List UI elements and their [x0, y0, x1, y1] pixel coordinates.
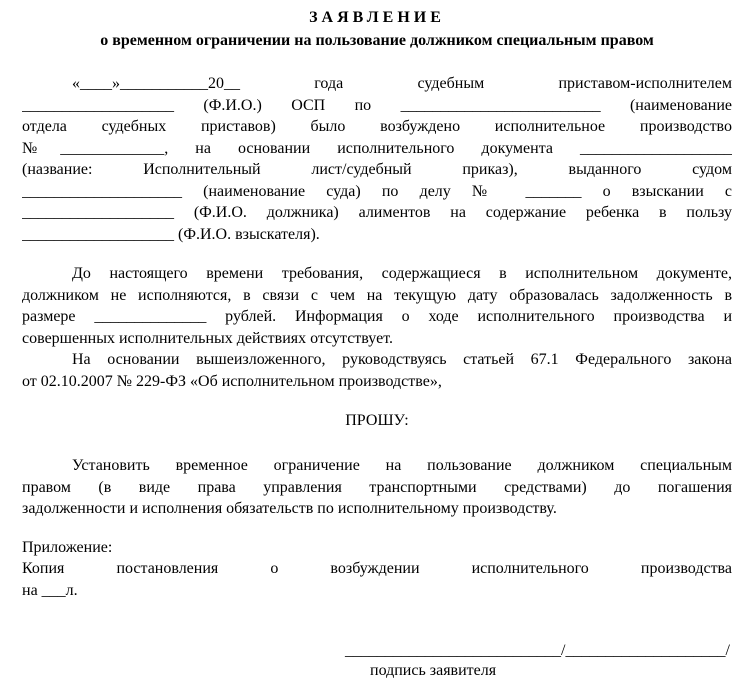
attachment-heading: Приложение: — [22, 539, 113, 556]
paragraph-line: ___________________ (Ф.И.О. взыскателя). — [22, 225, 320, 243]
paragraph-line: До настоящего времени требования, содержащиеся в исполнительном документе, — [72, 265, 732, 282]
request-heading: ПРОШУ: — [345, 412, 409, 429]
paragraph-debt — [22, 263, 732, 349]
paragraph-line: задолженности и исполнения обязательств по исполнительному производству. — [22, 500, 557, 517]
attachment-section — [22, 558, 732, 601]
paragraph-line: «____»___________20__ года судебным приставом-исполнителем — [72, 75, 732, 92]
paragraph-line: Установить временное ограничение на пользование должником специальным — [72, 457, 732, 474]
document-title: ЗАЯВЛЕНИЕ — [309, 9, 445, 26]
paragraph-line: совершенных исполнительных действиях отсутствует. — [22, 329, 393, 347]
paragraph-line: ___________________ (Ф.И.О.) ОСП по _________________________ (наименование — [22, 96, 732, 114]
signature-label: подпись заявителя — [370, 662, 497, 679]
paragraph-line: №_____________, на основании исполнительного документа ___________________ — [22, 139, 732, 157]
paragraph-line: от 02.10.2007 № 229-ФЗ «Об исполнительном производстве», — [22, 372, 442, 390]
attachment-line: Копия постановления о возбуждении исполнительного производства — [22, 560, 732, 577]
paragraph-request — [22, 455, 732, 520]
paragraph-case-details — [22, 73, 732, 245]
paragraph-legal-basis — [22, 349, 732, 392]
attachment-line: на ___л. — [22, 581, 78, 599]
paragraph-line: должником не исполняются, в связи с чем на текущую дату образовалась задолженность в — [22, 286, 732, 304]
paragraph-line: отдела судебных приставов) было возбуждено исполнительное производство — [22, 118, 732, 135]
document-subtitle: о временном ограничении на пользование должником специальным правом — [100, 32, 654, 49]
paragraph-line: (название: Исполнительный лист/судебный приказ), выданного судом — [22, 161, 732, 178]
paragraph-line: размере ______________ рублей. Информация о ходе исполнительного производства и — [22, 308, 732, 325]
signature-line: ___________________________/____________________/ — [345, 642, 730, 659]
paragraph-line: ___________________ (Ф.И.О. должника) алиментов на содержание ребенка в пользу — [22, 204, 732, 221]
paragraph-line: ____________________ (наименование суда) по делу № _______ о взыскании с — [22, 182, 732, 200]
paragraph-line: На основании вышеизложенного, руководствуясь статьей 67.1 Федерального закона — [72, 351, 732, 368]
paragraph-line: правом (в виде права управления транспортными средствами) до погашения — [22, 478, 732, 496]
